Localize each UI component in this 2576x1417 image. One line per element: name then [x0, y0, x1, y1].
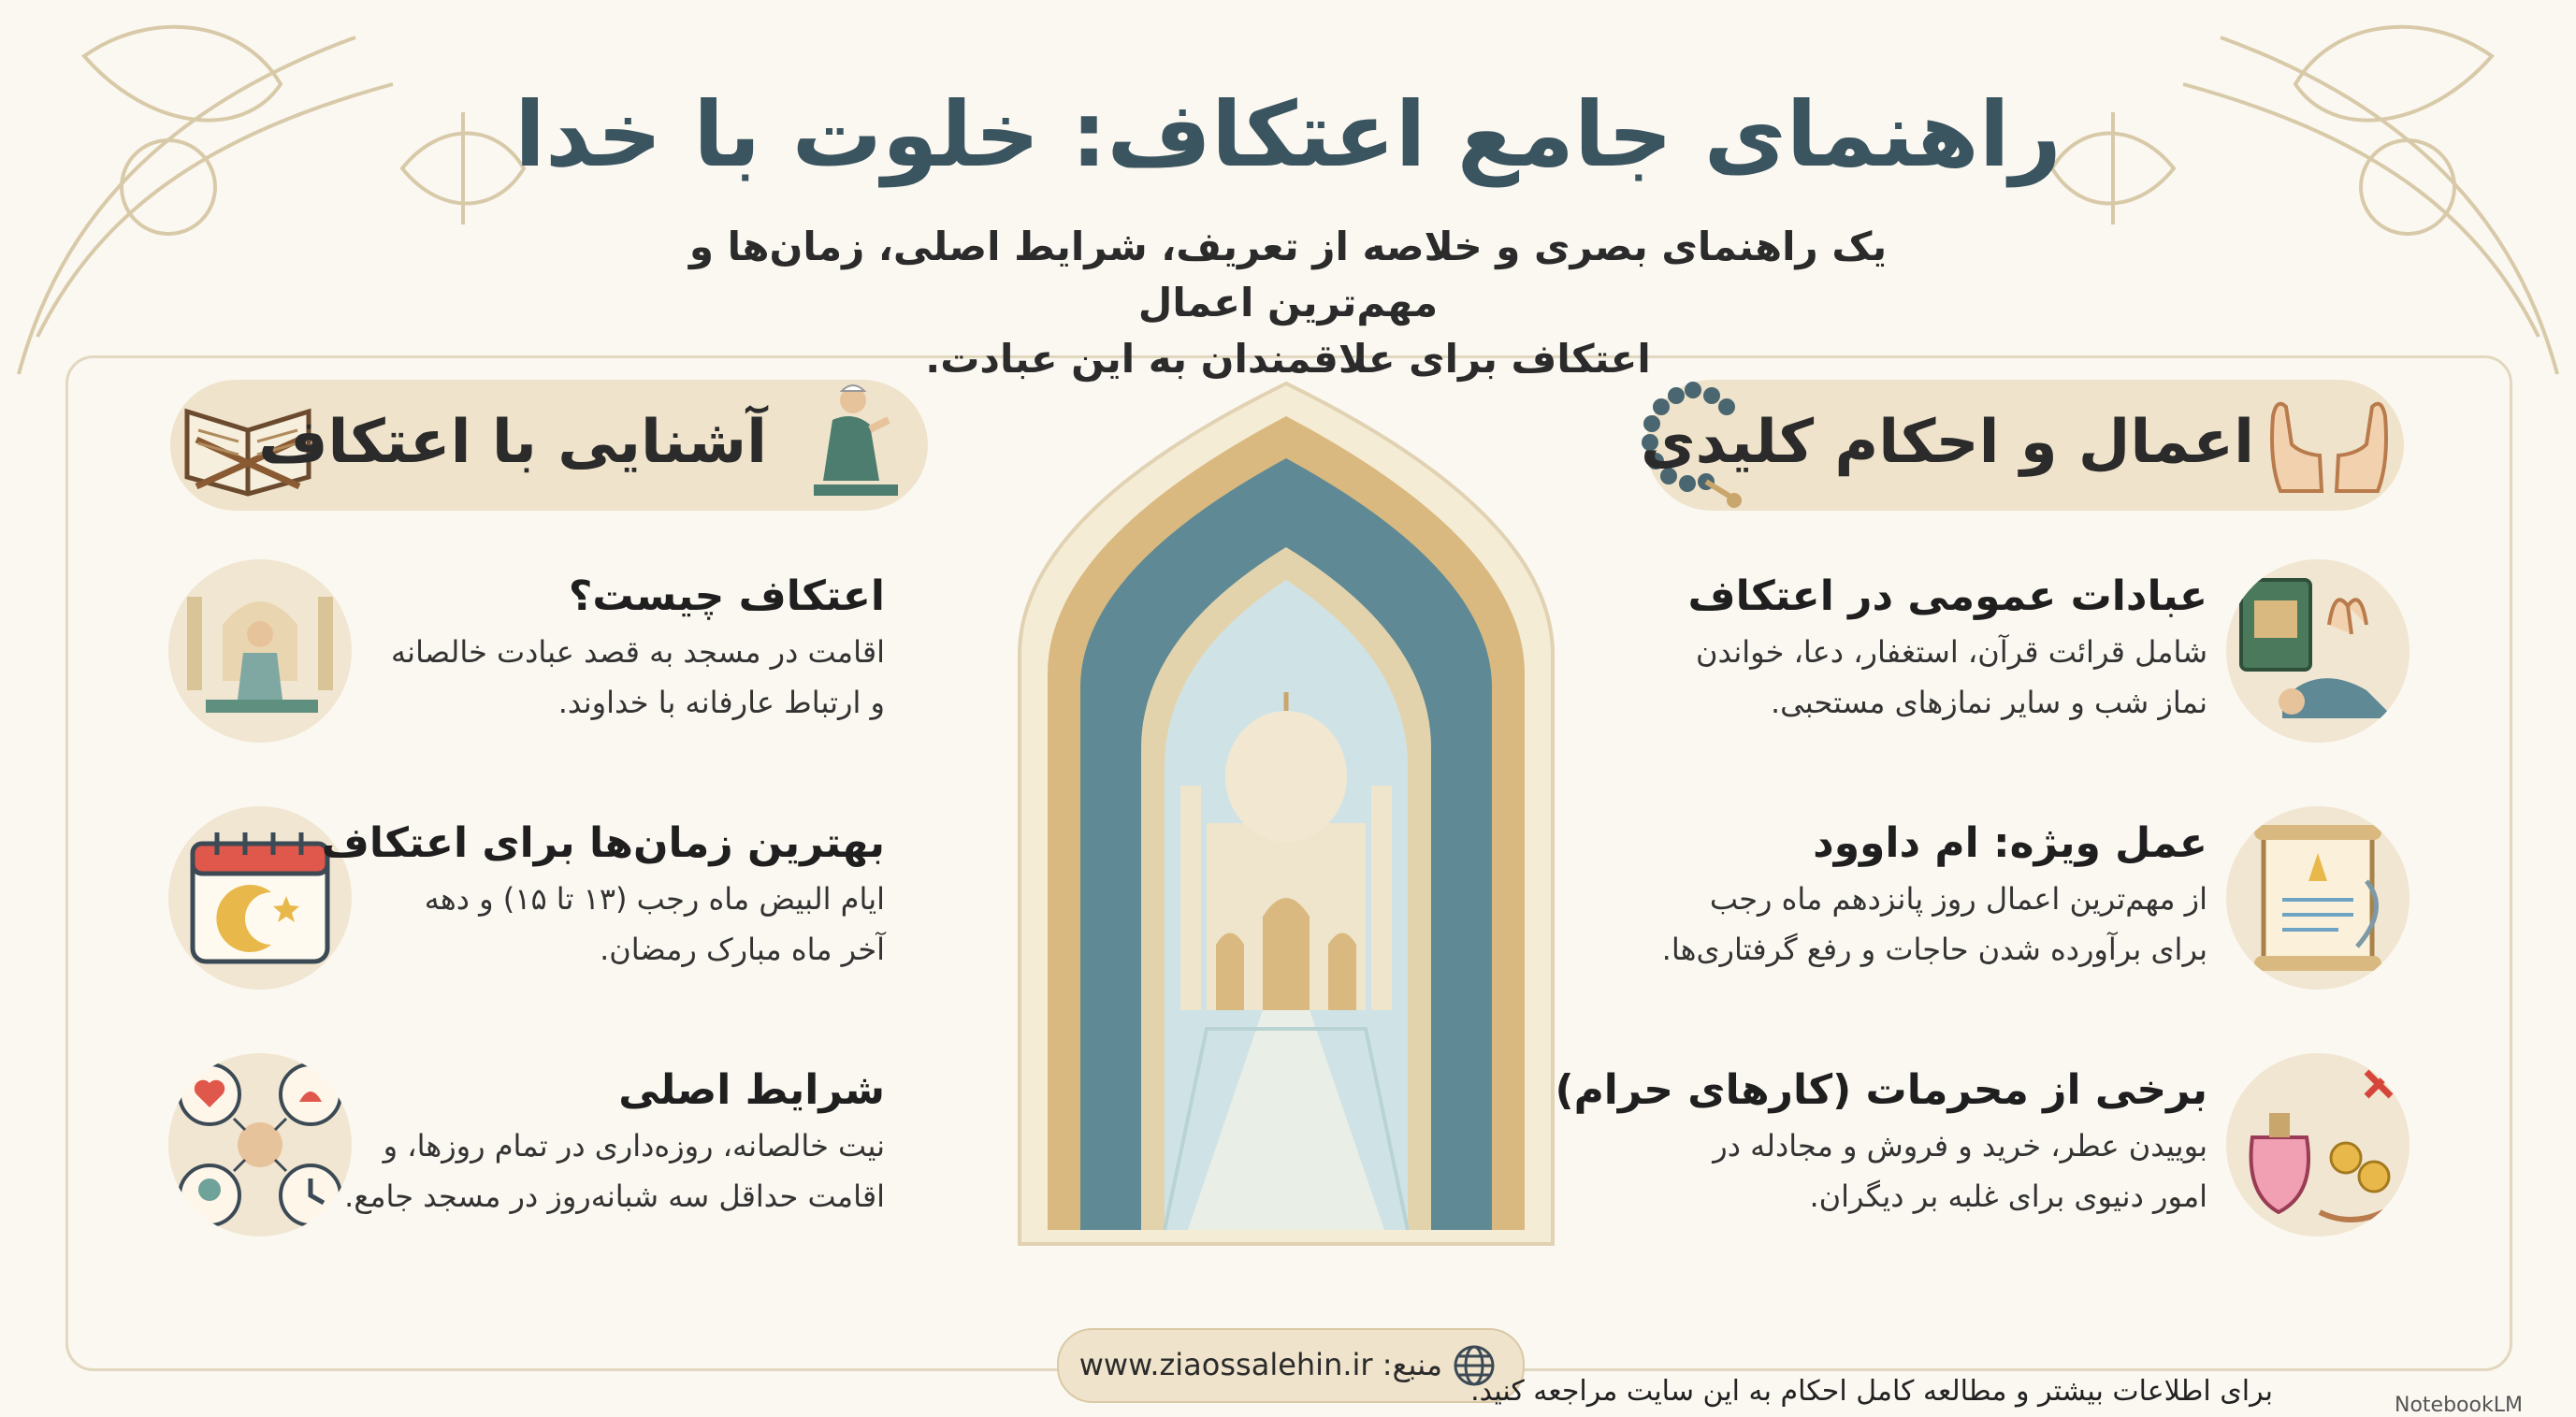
right-item-2-line-1: از مهم‌ترین اعمال روز پانزدهم ماه رجب: [1709, 881, 2207, 917]
left-item-2-line-2: آخر ماه مبارک رمضان.: [600, 932, 885, 967]
prayer-hands-icon: [2264, 388, 2395, 500]
left-item-2-title: بهترین زمان‌ها برای اعتکاف: [321, 819, 885, 867]
subtitle-line-1: یک راهنمای بصری و خلاصه از تعریف، شرایط اصلی، زمان‌ها و مهم‌ترین اعمال: [688, 224, 1888, 325]
right-item-2-body: [1646, 874, 2207, 975]
source-url[interactable]: www.ziaossalehin.ir: [1078, 1347, 1373, 1382]
right-item-1-title: عبادات عمومی در اعتکاف: [1687, 572, 2207, 620]
right-item-3-body: [1646, 1121, 2207, 1222]
left-item-1-body: [337, 627, 885, 728]
left-item-3-title: شرایط اصلی: [618, 1066, 885, 1114]
left-item-1-title: اعتکاف چیست؟: [568, 572, 885, 620]
worship-icon: [2226, 559, 2410, 743]
right-item-2-title: عمل ویژه: ام داوود: [1813, 819, 2207, 867]
corner-ornament-top-left: [0, 0, 599, 393]
right-item-3-line-2: امور دنیوی برای غلبه بر دیگران.: [1809, 1178, 2207, 1214]
right-item-3-title: برخی از محرمات (کارهای حرام): [1555, 1066, 2207, 1114]
subtitle-line-2: اعتکاف برای علاقمندان به این عبادت.: [925, 336, 1651, 382]
praying-person-icon: [795, 378, 907, 509]
right-item-2-icon-circle: [2226, 806, 2410, 990]
corner-ornament-top-right: [1977, 0, 2576, 393]
left-item-3-line-1: نیت خالصانه، روزه‌داری در تمام روزها، و: [383, 1128, 885, 1164]
forbidden-icon: [2226, 1053, 2410, 1236]
watermark: NotebookLM: [2395, 1394, 2523, 1417]
scroll-icon: [2226, 806, 2410, 990]
left-item-2-body: [337, 874, 885, 975]
right-item-2-line-2: برای برآورده شدن حاجات و رفع گرفتاری‌ها.: [1661, 932, 2207, 967]
right-item-1-line-2: نماز شب و سایر نمازهای مستحبی.: [1770, 685, 2207, 720]
source-pill[interactable]: [1057, 1328, 1525, 1403]
mosque-prayer-icon: [168, 559, 352, 743]
footer-note: برای اطلاعات بیشتر و مطالعه کامل احکام به این سایت مراجعه کنید.: [1470, 1375, 2273, 1408]
page-title: راهنمای جامع اعتکاف: خلوت با خدا: [514, 82, 2062, 187]
right-section-heading: اعمال و احکام کلیدی: [1640, 408, 2254, 477]
left-item-1-line-1: اقامت در مسجد به قصد عبادت خالصانه: [391, 634, 885, 670]
page-subtitle: [633, 219, 1943, 387]
left-section-heading: آشنایی با اعتکاف: [258, 408, 767, 477]
left-item-2-line-1: ایام البیض ماه رجب (۱۳ تا ۱۵) و دهه: [424, 881, 885, 917]
source-label: منبع:: [1382, 1347, 1442, 1382]
left-item-1-line-2: و ارتباط عارفانه با خداوند.: [557, 685, 885, 720]
mosque-arch-illustration: [963, 374, 1609, 1253]
right-item-1-body: [1646, 627, 2207, 728]
right-item-1-icon-circle: [2226, 559, 2410, 743]
left-item-3-line-2: اقامت حداقل سه شبانه‌روز در مسجد جامع.: [344, 1178, 885, 1214]
left-item-1-icon-circle: [168, 559, 352, 743]
right-item-3-line-1: بوییدن عطر، خرید و فروش و مجادله در: [1713, 1128, 2207, 1164]
right-item-3-icon-circle: [2226, 1053, 2410, 1236]
left-item-3-body: [318, 1121, 885, 1222]
right-item-1-line-1: شامل قرائت قرآن، استغفار، دعا، خواندن: [1696, 634, 2207, 670]
source-text: [1078, 1347, 1442, 1382]
